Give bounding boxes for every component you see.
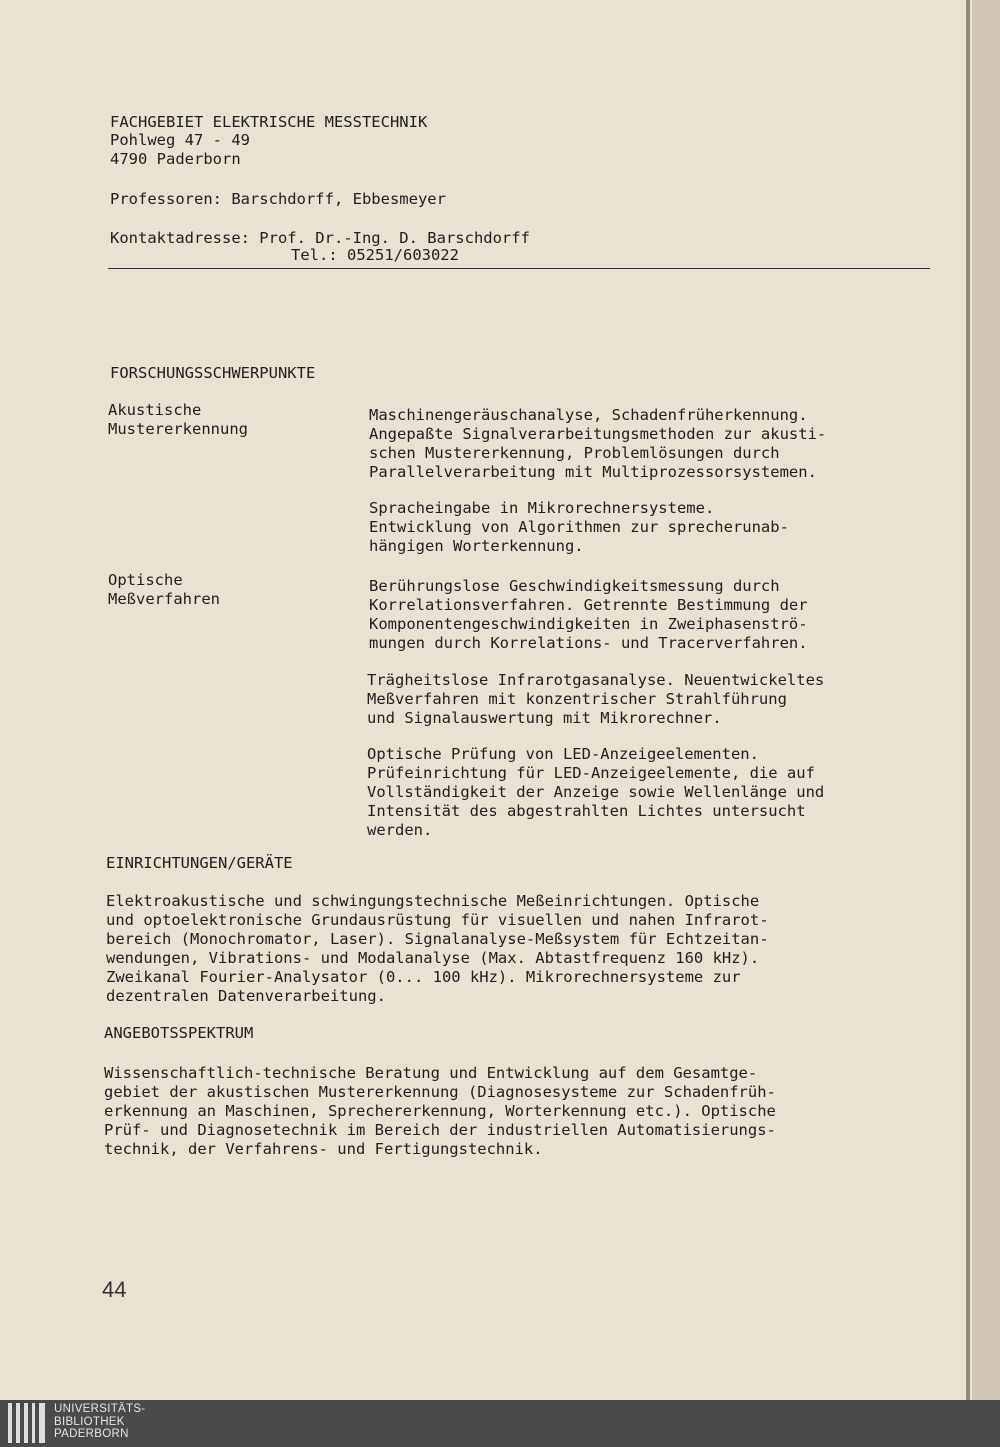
library-footer (0, 1400, 1000, 1447)
text-line: Optische Prüfung von LED-Anzeigeelementen. (367, 745, 759, 763)
text-line: bereich (Monochromator, Laser). Signalanalyse-Meßsystem für Echtzeitan- (106, 930, 769, 948)
text-line: gebiet der akustischen Mustererkennung (Diagnosesysteme zur Schadenfrüh- (104, 1083, 776, 1101)
text-line: Vollständigkeit der Anzeige sowie Wellenlänge und (367, 783, 825, 801)
library-logo-icon (8, 1403, 48, 1443)
street-address: Pohlweg 47 - 49 (110, 131, 250, 149)
text-line: erkennung an Maschinen, Sprechererkennung, Worterkennung etc.). Optische (104, 1102, 776, 1120)
text-line: Prüfeinrichtung für LED-Anzeigeelemente, die auf (367, 764, 815, 782)
offer-paragraph (104, 1064, 776, 1159)
library-name-line: UNIVERSITÄTS- (54, 1403, 146, 1415)
label-line: Mustererkennung (108, 420, 248, 438)
text-line: Prüf- und Diagnosetechnik im Bereich der industriellen Automatisierungs- (104, 1121, 776, 1139)
text-line: Korrelationsverfahren. Getrennte Bestimmung der (369, 596, 808, 614)
page-binding-line (966, 0, 970, 1400)
library-name-line: PADERBORN (54, 1428, 129, 1440)
text-line: dezentralen Datenverarbeitung. (106, 987, 386, 1005)
paragraph-optical-2 (367, 671, 824, 728)
department-name: FACHGEBIET ELEKTRISCHE MESSTECHNIK (110, 113, 428, 131)
label-line: Akustische (108, 401, 202, 419)
text-line: werden. (367, 821, 433, 839)
paragraph-acoustic-1 (369, 406, 826, 482)
contact-line: Kontaktadresse: Prof. Dr.-Ing. D. Barschdorff (110, 229, 530, 247)
paragraph-optical-3 (367, 745, 824, 840)
text-line: Spracheingabe in Mikrorechnersysteme. (369, 499, 715, 517)
text-line: und Signalauswertung mit Mikrorechner. (367, 709, 722, 727)
text-line: Trägheitslose Infrarotgasanalyse. Neuentwickeltes (367, 671, 825, 689)
offer-heading: ANGEBOTSSPEKTRUM (104, 1024, 254, 1042)
professors-line: Professoren: Barschdorff, Ebbesmeyer (110, 190, 446, 208)
label-line: Optische (108, 571, 183, 589)
phone-line: Tel.: 05251/603022 (291, 246, 459, 264)
text-line: technik, der Verfahrens- und Fertigungstechnik. (104, 1140, 543, 1158)
text-line: Berührungslose Geschwindigkeitsmessung durch (369, 577, 780, 595)
library-name-line: BIBLIOTHEK (54, 1415, 125, 1428)
text-line: mungen durch Korrelations- und Tracerverfahren. (369, 634, 808, 652)
paragraph-optical-1 (369, 577, 808, 653)
equipment-heading: EINRICHTUNGEN/GERÄTE (106, 854, 293, 872)
research-heading: FORSCHUNGSSCHWERPUNKTE (110, 364, 316, 382)
city-address: 4790 Paderborn (110, 150, 241, 168)
text-line: hängigen Worterkennung. (369, 537, 584, 555)
text-line: Elektroakustische und schwingungstechnische Meßeinrichtungen. Optische (106, 892, 760, 910)
text-line: Intensität des abgestrahlten Lichtes untersucht (367, 802, 806, 820)
text-line: wendungen, Vibrations- und Modalanalyse (Max. Abtastfrequenz 160 kHz). (106, 949, 760, 967)
text-line: und optoelektronische Grundausrüstung für visuellen und nahen Infrarot- (106, 911, 769, 929)
section-label-acoustic (108, 401, 248, 439)
paragraph-acoustic-2 (369, 499, 789, 556)
text-line: Meßverfahren mit konzentrischer Strahlführung (367, 690, 787, 708)
text-line: Zweikanal Fourier-Analysator (0... 100 kHz). Mikrorechnersysteme zur (106, 968, 741, 986)
text-line: Komponentengeschwindigkeiten in Zweiphasenströ- (369, 615, 808, 633)
label-line: Meßverfahren (108, 590, 220, 608)
text-line: Entwicklung von Algorithmen zur sprecherunab- (369, 518, 789, 536)
text-line: Maschinengeräuschanalyse, Schadenfrüherkennung. (369, 406, 808, 424)
text-line: Wissenschaftlich-technische Beratung und Entwicklung auf dem Gesamtge- (104, 1064, 758, 1082)
library-name (54, 1403, 145, 1441)
text-line: Angepaßte Signalverarbeitungsmethoden zur akusti- (369, 425, 827, 443)
page-number: 44 (102, 1277, 127, 1302)
header-divider (108, 268, 930, 269)
text-line: Parallelverarbeitung mit Multiprozessorsystemen. (369, 463, 817, 481)
section-label-optical (108, 571, 220, 609)
text-line: schen Mustererkennung, Problemlösungen durch (369, 444, 780, 462)
equipment-paragraph (106, 892, 769, 1006)
page-edge (972, 0, 1000, 1400)
